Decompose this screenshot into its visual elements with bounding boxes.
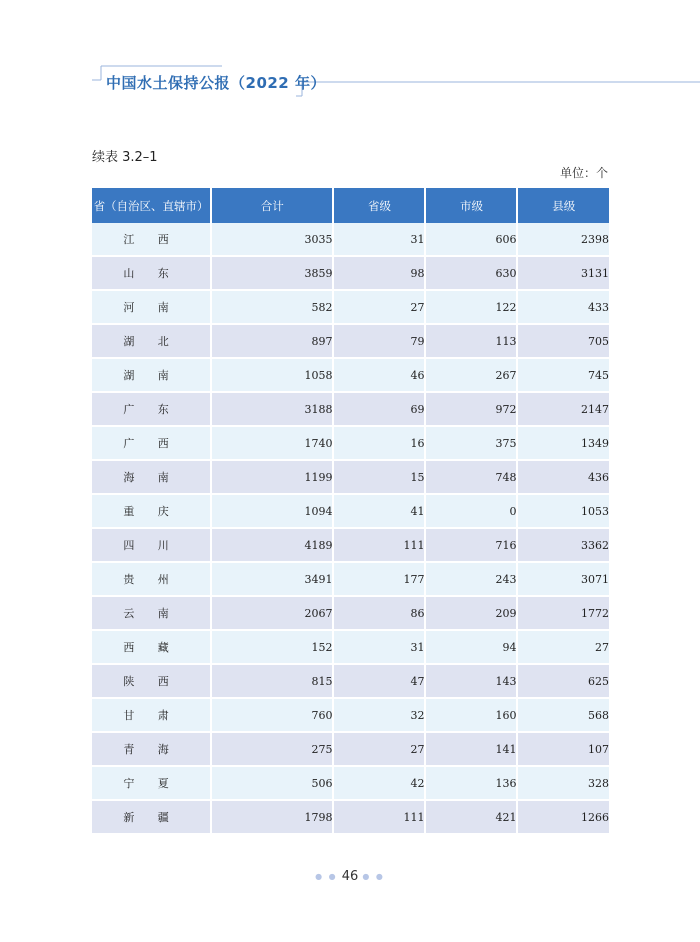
table-row: [92, 359, 609, 393]
value-cell: 1053: [518, 495, 609, 529]
value-cell: 3071: [518, 563, 609, 597]
table-row: [92, 291, 609, 325]
value-cell: 3035: [212, 223, 334, 257]
value-cell: 94: [426, 631, 518, 665]
unit-label: 单位：个: [559, 166, 608, 180]
footer-dots-left: ● ●: [315, 872, 338, 881]
value-cell: 3131: [518, 257, 609, 291]
table-row: [92, 529, 609, 563]
province-cell: 甘 肃: [92, 699, 212, 733]
column-header: 合计: [212, 188, 334, 223]
value-cell: 815: [212, 665, 334, 699]
table-row: [92, 699, 609, 733]
value-cell: 152: [212, 631, 334, 665]
value-cell: 705: [518, 325, 609, 359]
value-cell: 79: [334, 325, 426, 359]
value-cell: 267: [426, 359, 518, 393]
value-cell: 3491: [212, 563, 334, 597]
value-cell: 760: [212, 699, 334, 733]
value-cell: 972: [426, 393, 518, 427]
value-cell: 3362: [518, 529, 609, 563]
value-cell: 1094: [212, 495, 334, 529]
table-row: [92, 767, 609, 801]
value-cell: 27: [334, 733, 426, 767]
value-cell: 748: [426, 461, 518, 495]
value-cell: 15: [334, 461, 426, 495]
table-row: [92, 461, 609, 495]
footer-dots-right: ● ●: [362, 872, 385, 881]
value-cell: 506: [212, 767, 334, 801]
province-cell: 广 东: [92, 393, 212, 427]
value-cell: 716: [426, 529, 518, 563]
value-cell: 625: [518, 665, 609, 699]
value-cell: 421: [426, 801, 518, 835]
value-cell: 897: [212, 325, 334, 359]
province-cell: 陕 西: [92, 665, 212, 699]
table-row: [92, 597, 609, 631]
value-cell: 630: [426, 257, 518, 291]
value-cell: 136: [426, 767, 518, 801]
value-cell: 98: [334, 257, 426, 291]
table-body: [92, 223, 609, 835]
value-cell: 32: [334, 699, 426, 733]
table-row: [92, 665, 609, 699]
value-cell: 4189: [212, 529, 334, 563]
value-cell: 568: [518, 699, 609, 733]
table-row: [92, 427, 609, 461]
value-cell: 1199: [212, 461, 334, 495]
value-cell: 1798: [212, 801, 334, 835]
province-cell: 海 南: [92, 461, 212, 495]
page-header: [0, 0, 700, 110]
value-cell: 2147: [518, 393, 609, 427]
column-header: 县级: [518, 188, 609, 223]
province-cell: 湖 南: [92, 359, 212, 393]
value-cell: 606: [426, 223, 518, 257]
value-cell: 27: [518, 631, 609, 665]
value-cell: 141: [426, 733, 518, 767]
province-cell: 四 川: [92, 529, 212, 563]
value-cell: 328: [518, 767, 609, 801]
page-number: 46: [341, 869, 359, 884]
value-cell: 1266: [518, 801, 609, 835]
province-cell: 河 南: [92, 291, 212, 325]
column-header: 省（自治区、直辖市）: [92, 188, 212, 223]
value-cell: 2398: [518, 223, 609, 257]
value-cell: 69: [334, 393, 426, 427]
table-row: [92, 563, 609, 597]
table-row: [92, 495, 609, 529]
value-cell: 0: [426, 495, 518, 529]
value-cell: 46: [334, 359, 426, 393]
value-cell: 3188: [212, 393, 334, 427]
value-cell: 31: [334, 223, 426, 257]
value-cell: 275: [212, 733, 334, 767]
province-cell: 贵 州: [92, 563, 212, 597]
header-decoration: [0, 0, 700, 110]
value-cell: 1058: [212, 359, 334, 393]
value-cell: 745: [518, 359, 609, 393]
value-cell: 375: [426, 427, 518, 461]
value-cell: 47: [334, 665, 426, 699]
value-cell: 433: [518, 291, 609, 325]
value-cell: 86: [334, 597, 426, 631]
province-cell: 山 东: [92, 257, 212, 291]
value-cell: 436: [518, 461, 609, 495]
value-cell: 2067: [212, 597, 334, 631]
value-cell: 111: [334, 801, 426, 835]
value-cell: 1349: [518, 427, 609, 461]
value-cell: 582: [212, 291, 334, 325]
value-cell: 41: [334, 495, 426, 529]
value-cell: 31: [334, 631, 426, 665]
value-cell: 143: [426, 665, 518, 699]
value-cell: 16: [334, 427, 426, 461]
report-title: 中国水土保持公报（2022 年）: [106, 74, 326, 92]
table-row: [92, 733, 609, 767]
data-table: [92, 188, 609, 835]
province-cell: 江 西: [92, 223, 212, 257]
value-cell: 42: [334, 767, 426, 801]
value-cell: 27: [334, 291, 426, 325]
table-row: [92, 631, 609, 665]
province-cell: 西 藏: [92, 631, 212, 665]
province-cell: 新 疆: [92, 801, 212, 835]
value-cell: 243: [426, 563, 518, 597]
table-row: [92, 325, 609, 359]
table-row: [92, 223, 609, 257]
value-cell: 107: [518, 733, 609, 767]
value-cell: 209: [426, 597, 518, 631]
value-cell: 111: [334, 529, 426, 563]
value-cell: 160: [426, 699, 518, 733]
table-row: [92, 801, 609, 835]
value-cell: 1740: [212, 427, 334, 461]
value-cell: 113: [426, 325, 518, 359]
table-header-row: [92, 188, 609, 223]
province-cell: 广 西: [92, 427, 212, 461]
table-row: [92, 257, 609, 291]
value-cell: 122: [426, 291, 518, 325]
value-cell: 1772: [518, 597, 609, 631]
column-header: 省级: [334, 188, 426, 223]
page-footer: [0, 869, 700, 884]
value-cell: 177: [334, 563, 426, 597]
table-row: [92, 393, 609, 427]
table-caption: 续表 3.2–1: [92, 150, 158, 165]
province-cell: 重 庆: [92, 495, 212, 529]
column-header: 市级: [426, 188, 518, 223]
province-cell: 青 海: [92, 733, 212, 767]
value-cell: 3859: [212, 257, 334, 291]
province-cell: 湖 北: [92, 325, 212, 359]
province-cell: 宁 夏: [92, 767, 212, 801]
province-cell: 云 南: [92, 597, 212, 631]
